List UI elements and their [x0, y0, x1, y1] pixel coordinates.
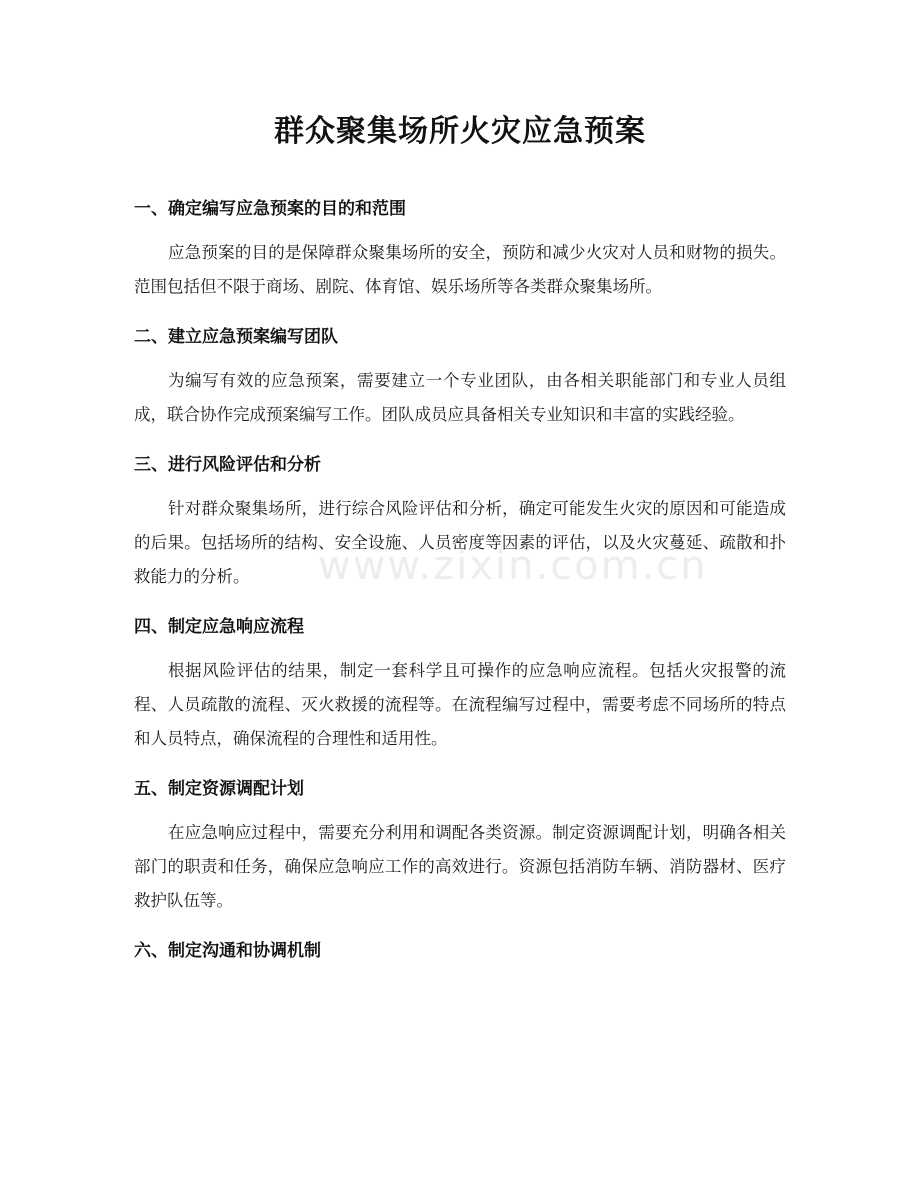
section-heading: 三、进行风险评估和分析 — [134, 455, 321, 475]
section-paragraph: 根据风险评估的结果，制定一套科学且可操作的应急响应流程。包括火灾报警的流程、人员疏散的流程、灭火救援的流程等。在流程编写过程中，需要考虑不同场所的特点和人员特点，确保流程的合理性和适用性。 — [134, 661, 786, 748]
watermark: www.zixin.com.cn — [318, 543, 708, 589]
document-title: 群众聚集场所火灾应急预案 — [274, 114, 646, 149]
section-heading: 四、制定应急响应流程 — [134, 617, 304, 637]
section-paragraph: 应急预案的目的是保障群众聚集场所的安全，预防和减少火灾对人员和财物的损失。范围包括但不限于商场、剧院、体育馆、娱乐场所等各类群众聚集场所。 — [134, 243, 786, 296]
section-heading: 一、确定编写应急预案的目的和范围 — [134, 199, 406, 219]
section-6 — [134, 938, 786, 964]
section-heading: 六、制定沟通和协调机制 — [134, 941, 321, 961]
section-1 — [134, 196, 786, 304]
section-paragraph: 针对群众聚集场所，进行综合风险评估和分析，确定可能发生火灾的原因和可能造成的后果。包括场所的结构、安全设施、人员密度等因素的评估，以及火灾蔓延、疏散和扑救能力的分析。 — [134, 499, 786, 586]
section-3 — [134, 452, 786, 594]
section-2 — [134, 324, 786, 432]
section-5 — [134, 776, 786, 918]
section-paragraph: 为编写有效的应急预案，需要建立一个专业团队，由各相关职能部门和专业人员组成，联合协作完成预案编写工作。团队成员应具备相关专业知识和丰富的实践经验。 — [134, 371, 786, 424]
section-4 — [134, 614, 786, 756]
section-paragraph: 在应急响应过程中，需要充分利用和调配各类资源。制定资源调配计划，明确各相关部门的职责和任务，确保应急响应工作的高效进行。资源包括消防车辆、消防器材、医疗救护队伍等。 — [134, 823, 786, 910]
section-heading: 二、建立应急预案编写团队 — [134, 327, 338, 347]
section-heading: 五、制定资源调配计划 — [134, 779, 304, 799]
